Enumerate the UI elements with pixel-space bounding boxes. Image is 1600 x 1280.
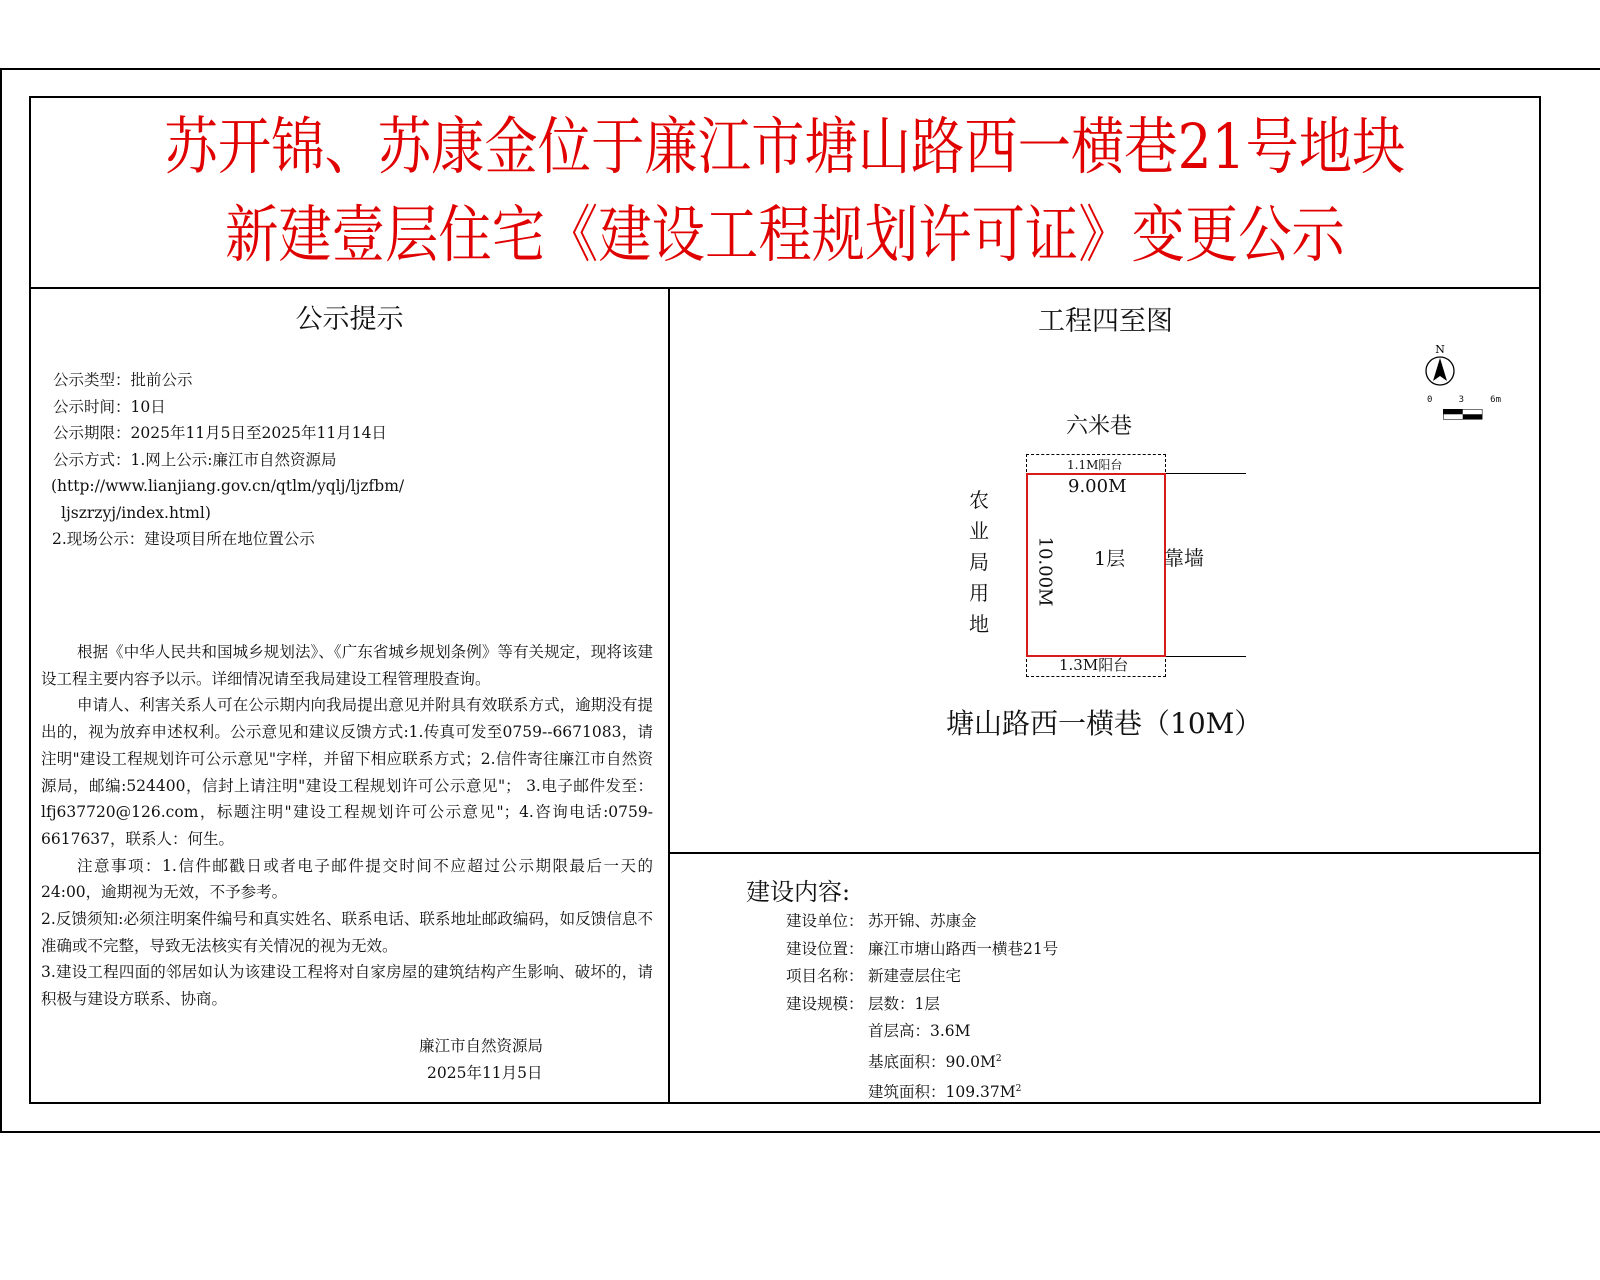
notice-method: 公示方式：1.网上公示:廉江市自然资源局 bbox=[53, 450, 337, 469]
west-boundary-label: 农 业 局 用 地 bbox=[969, 488, 989, 636]
paragraph-neighbors: 3.建设工程四面的邻居如认为该建设工程将对自家房屋的建筑结构产生影响、破坏的，请积极与建设方联系、协商。 bbox=[41, 963, 653, 1009]
content-row-floor-height: 首层高：3.6M bbox=[868, 1022, 971, 1040]
floor-count-label: 1层 bbox=[1094, 548, 1126, 570]
notice-period: 公示期限：2025年11月5日至2025年11月14日 bbox=[53, 424, 387, 442]
east-neighbor-line-top bbox=[1166, 473, 1246, 474]
paragraph-legal-basis: 根据《中华人民共和国城乡规划法》、《广东省城乡规划条例》等有关规定，现将该建设工程主要内容予以示。详细情况请至我局建设工程管理股查询。 bbox=[41, 643, 653, 688]
notice-heading: 公示提示 bbox=[295, 304, 404, 335]
content-row-scale: 建设规模： 层数：1层 bbox=[786, 994, 940, 1013]
north-balcony-label: 1.1M阳台 bbox=[1067, 458, 1123, 472]
signature-date: 2025年11月5日 bbox=[427, 1063, 543, 1082]
width-dimension: 9.00M bbox=[1068, 476, 1127, 497]
notice-body bbox=[41, 639, 653, 1013]
svg-text:N: N bbox=[1435, 343, 1445, 356]
content-rows bbox=[786, 908, 1058, 1107]
content-heading: 建设内容: bbox=[746, 878, 851, 906]
notice-board bbox=[29, 96, 1541, 1104]
depth-dimension: 10.00M bbox=[1034, 536, 1056, 607]
siteplan-heading: 工程四至图 bbox=[1038, 306, 1173, 337]
notice-type: 公示类型：批前公示 bbox=[53, 371, 193, 389]
title-line-2: 新建壹层住宅《建设工程规划许可证》变更公示 bbox=[225, 198, 1345, 271]
notice-onsite: 2.现场公示：建设项目所在地位置公示 bbox=[52, 530, 315, 548]
east-neighbor-line-bottom bbox=[1166, 656, 1246, 657]
project-pane bbox=[670, 289, 1541, 1104]
content-row-base-area: 基底面积：$90.0M^2$ bbox=[868, 1052, 1002, 1071]
signature bbox=[419, 1033, 543, 1086]
south-boundary-label: 塘山路西一横巷（10M） bbox=[946, 707, 1263, 740]
signature-agency: 廉江市自然资源局 bbox=[419, 1037, 544, 1055]
notice-url-part1[interactable]: (http://www.lianjiang.gov.cn/qtlm/yqlj/ljzfbm/ bbox=[51, 477, 405, 495]
south-balcony-label: 1.3M阳台 bbox=[1059, 656, 1129, 674]
content-row-project-name: 项目名称： 新建壹层住宅 bbox=[786, 967, 962, 985]
scale-bar-icon bbox=[1427, 409, 1499, 429]
construction-content bbox=[670, 852, 1541, 1104]
scale-labels: 0 3 6m bbox=[1427, 395, 1501, 405]
paragraph-notes: 注意事项：1.信件邮戳日或者电子邮件提交时间不应超过公示期限最后一天的24:00，逾期视为无效，不予参考。 bbox=[41, 856, 653, 902]
content-row-location: 建设位置： 廉江市塘山路西一横巷21号 bbox=[786, 939, 1059, 958]
paragraph-feedback: 申请人、利害关系人可在公示期内向我局提出意见并附具有效联系方式，逾期没有提出的，视为放弃申述权利。公示意见和建议反馈方式:1.传真可发至0759--6671083，请注明"建设工程规划许可公示意见"字样，并留下相应联系方式；2.信件寄往廉江市自然资源局，邮编:524400，信封上请注明"建设工程规划许可公示意见"； 3.电子邮件发至：lfj637720@126.com，标题注明"建设工程规划许可公示意见"；4.咨询电话:0759-6617637，联系人：何生。 bbox=[41, 696, 653, 848]
paragraph-feedback-requirements: 2.反馈须知:必须注明案件编号和真实姓名、联系电话、联系地址邮政编码，如反馈信息不准确或不完整，导致无法核实有关情况的视为无效。 bbox=[41, 910, 653, 955]
notice-url-part2[interactable]: ljszrzyj/index.html) bbox=[61, 503, 211, 522]
north-boundary-label: 六米巷 bbox=[1066, 414, 1133, 439]
content-row-floor-area: 建筑面积：$109.37M^2$ bbox=[868, 1083, 1022, 1102]
title-area bbox=[31, 98, 1539, 289]
title-line-1: 苏开锦、苏康金位于廉江市塘山路西一横巷21号地块 bbox=[164, 110, 1406, 183]
notice-info bbox=[53, 367, 404, 553]
content-row-builder: 建设单位： 苏开锦、苏康金 bbox=[786, 912, 977, 930]
north-arrow-icon bbox=[1420, 343, 1460, 403]
east-boundary-label: 靠墙 bbox=[1164, 546, 1204, 570]
notice-pane bbox=[31, 289, 670, 1104]
site-plan bbox=[670, 289, 1541, 849]
notice-duration: 公示时间：10日 bbox=[53, 397, 166, 416]
